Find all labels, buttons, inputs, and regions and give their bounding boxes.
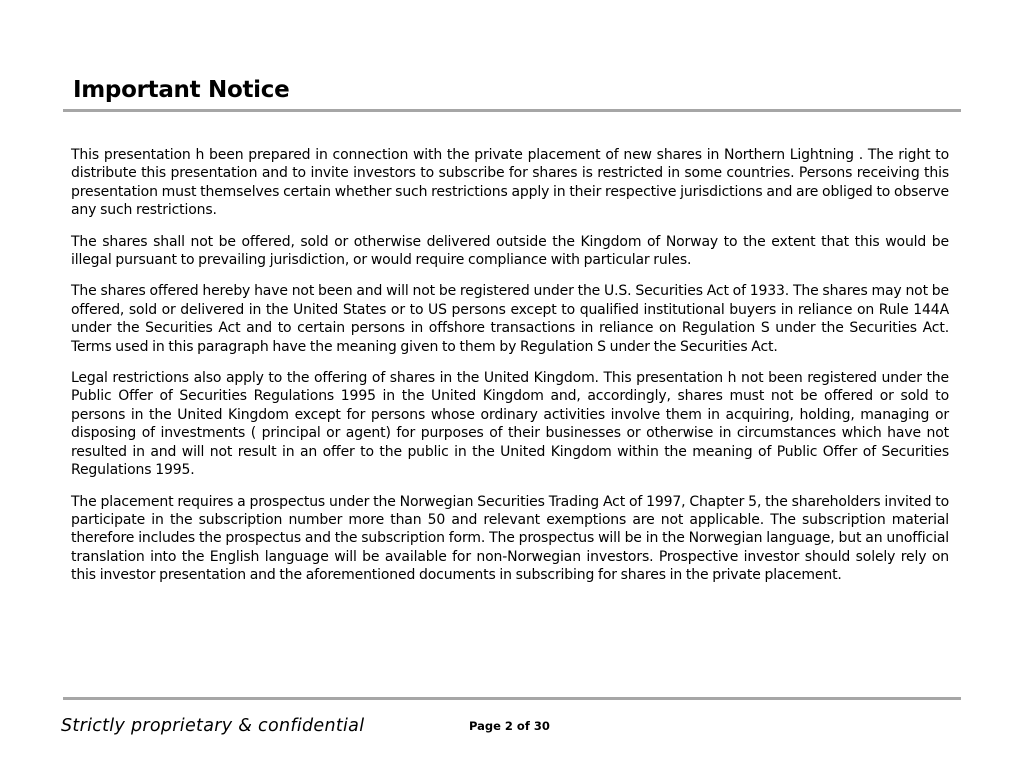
notice-paragraph: The shares offered hereby have not been and will not be registered under the U.S. Securities Act of 1933. The shares may not be offered, sold or delivered in the United States or to US persons except to qualified institutional buyers in reliance on Rule 144A under the Securities Act and to certain persons in offshore transactions in reliance on Regulation S under the Securities Act. Terms used in this paragraph have the meaning given to them by Regulation S under the Securities Act.	[71, 283, 949, 355]
page-title: Important Notice	[73, 77, 290, 103]
notice-body	[71, 146, 949, 598]
notice-paragraph: The shares shall not be offered, sold or otherwise delivered outside the Kingdom of Norway to the extent that this would be illegal pursuant to prevailing jurisdiction, or would require compliance with particular rules.	[71, 233, 949, 269]
page-number: Page 2 of 30	[469, 719, 550, 733]
notice-paragraph: This presentation h been prepared in connection with the private placement of new shares in Northern Lightning . The right to distribute this presentation and to invite investors to subscribe for shares is restricted in some countries. Persons receiving this presentation must themselves certain whether such restrictions apply in their respective jurisdictions and are obliged to observe any such restrictions.	[71, 147, 949, 219]
footer-divider	[63, 697, 961, 700]
notice-paragraph: The placement requires a prospectus under the Norwegian Securities Trading Act of 1997, Chapter 5, the shareholders invited to participate in the subscription number more than 50 and relevant exemptions are not applicable. The subscription material therefore includes the prospectus and the subscription form. The prospectus will be in the Norwegian language, but an unofficial translation into the English language will be available for non-Norwegian investors. Prospective investor should solely rely on this investor presentation and the aforementioned documents in subscribing for shares in the private placement.	[71, 493, 949, 584]
title-divider	[63, 109, 961, 112]
confidentiality-notice: Strictly proprietary & confidential	[61, 716, 365, 736]
notice-paragraph: Legal restrictions also apply to the offering of shares in the United Kingdom. This presentation h not been registered under the Public Offer of Securities Regulations 1995 in the United Kingdom and, accordingly, shares must not be offered or sold to persons in the United Kingdom except for persons whose ordinary activities involve them in acquiring, holding, managing or disposing of investments ( principal or agent) for purposes of their businesses or otherwise in circumstances which have not resulted in and will not result in an offer to the public in the United Kingdom within the meaning of Public Offer of Securities Regulations 1995.	[71, 370, 949, 479]
